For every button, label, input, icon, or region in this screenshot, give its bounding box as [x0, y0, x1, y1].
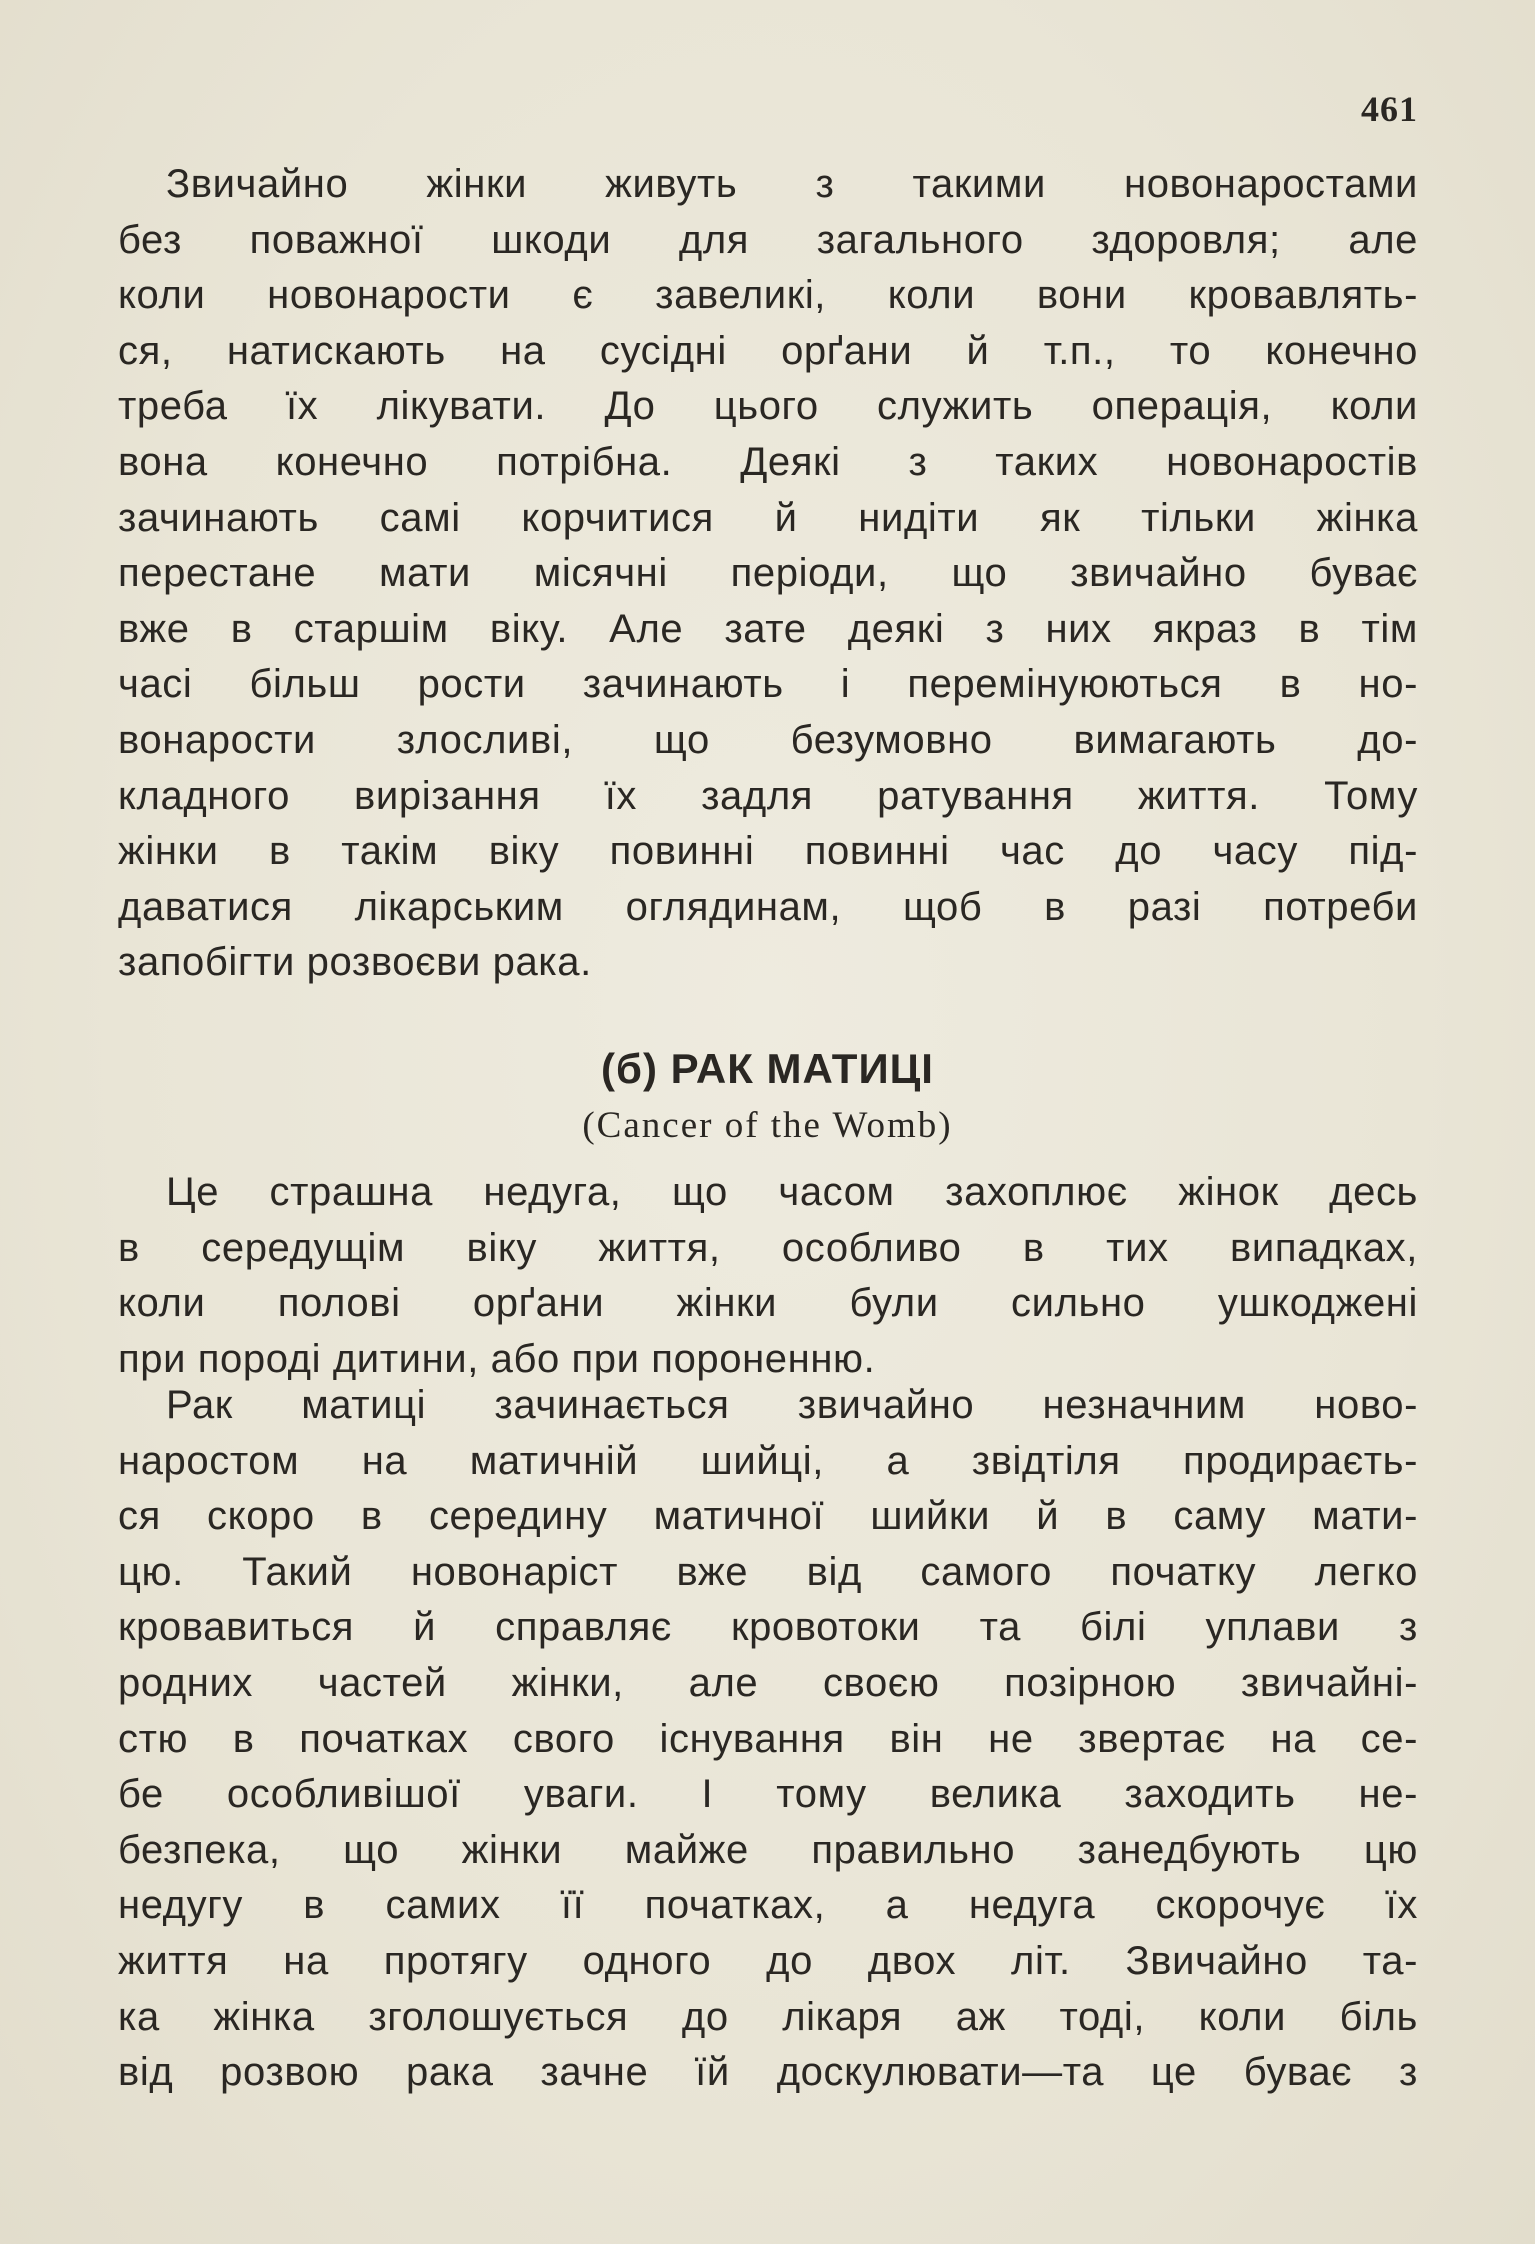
text-line: від розвою рака зачне їй доскулювати—та це буває з	[118, 2050, 1418, 2095]
paragraph-cancer-progression	[118, 1378, 1418, 2101]
text-line: вже в старшім віку. Але зате деякі з них якраз в тім	[118, 606, 1418, 651]
text-line: кровавиться й справляє кровотоки та білі уплави з	[118, 1605, 1418, 1650]
section-heading: (б) РАК МАТИЦІ	[601, 1045, 934, 1092]
text-line: коли полові орґани жінки були сильно ушкоджені	[118, 1281, 1418, 1326]
page-number: 461	[1361, 89, 1418, 129]
text-line: даватися лікарським оглядинам, щоб в разі потреби	[118, 884, 1418, 929]
text-line: ка жінка зголошується до лікаря аж тоді, коли біль	[118, 1994, 1418, 2039]
text-line: жінки в такім віку повинні повинні час до часу під-	[118, 829, 1418, 874]
text-line: вонарости злосливі, що безумовно вимагають до-	[118, 717, 1418, 762]
text-line: життя на протягу одного до двох літ. Звичайно та-	[118, 1938, 1418, 1983]
text-line: Звичайно жінки живуть з такими новонаростами	[166, 162, 1418, 206]
paragraph-cancer-intro	[118, 1165, 1418, 1387]
text-line: перестане мати місячні періоди, що звичайно буває	[118, 551, 1418, 596]
text-line: ся скоро в середину матичної шийки й в саму мати-	[118, 1494, 1418, 1539]
text-line: Це страшна недуга, що часом захоплює жінок десь	[166, 1170, 1418, 1214]
text-line: кладного вирізання їх задля ратування життя. Тому	[118, 773, 1418, 818]
paragraph-myoma-treatment	[118, 157, 1418, 991]
text-line: при породі дитини, або при пороненню.	[118, 1336, 876, 1381]
text-line: стю в початках свого існування він не звертає на се-	[118, 1716, 1418, 1761]
text-line: ся, натискають на сусідні орґани й т.п., то конечно	[118, 328, 1418, 373]
text-line: Рак матиці зачинається звичайно незначним ново-	[166, 1383, 1418, 1427]
text-line: бе особливішої уваги. І тому велика заходить не-	[118, 1772, 1418, 1817]
text-line: часі більш рости зачинають і перемінуюються в но-	[118, 662, 1418, 707]
text-line: запобігти розвоєви рака.	[118, 940, 592, 985]
text-line: безпека, що жінки майже правильно занедбують цю	[118, 1827, 1418, 1872]
section-subheading: (Cancer of the Womb)	[582, 1105, 953, 1146]
text-line: цю. Такий новонаріст вже від самого початку легко	[118, 1549, 1418, 1594]
text-line: вона конечно потрібна. Деякі з таких новонаростів	[118, 439, 1418, 484]
text-line: без поважної шкоди для загального здоровля; але	[118, 217, 1418, 262]
text-line: родних частей жінки, але своєю позірною звичайні-	[118, 1660, 1418, 1705]
text-line: коли новонарости є завеликі, коли вони кровавлять-	[118, 273, 1418, 318]
text-line: зачинають самі корчитися й нидіти як тільки жінка	[118, 495, 1418, 540]
text-line: недугу в самих її початках, а недуга скорочує їх	[118, 1883, 1418, 1928]
text-line: наростом на матичній шийці, а звідтіля продираєть-	[118, 1438, 1418, 1483]
text-line: треба їх лікувати. До цього служить операція, коли	[118, 384, 1418, 429]
text-line: в середущім віку життя, особливо в тих випадках,	[118, 1225, 1418, 1270]
